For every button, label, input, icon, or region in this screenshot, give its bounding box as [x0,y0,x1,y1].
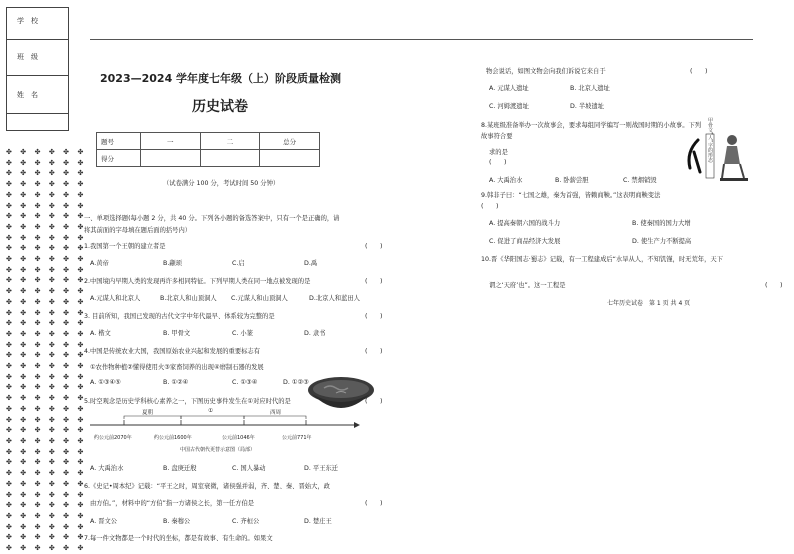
option: A. 大禹治水 [489,177,523,184]
option: B. 卧薪尝胆 [555,177,589,184]
option: A. 元谋人遗址 [489,85,529,92]
timeline-label-top: 西周 [270,410,282,416]
option: B. 北京人遗址 [570,85,610,92]
option: C. 齐桓公 [232,518,260,525]
score-cell[interactable] [140,150,200,167]
question-2-stem: 2.中国境内早期人类的发现再许多相同特征。下列早期人类在同一地点被发现的是 [84,278,311,285]
class-label: 班 级 [17,53,38,61]
question-5-stem: 5.时空观念是历史学科核心素养之一，下图历史事件发生在①对应时代的是 [84,398,291,405]
exam-note: （试卷满分 100 分，考试时间 50 分钟） [163,180,280,187]
option: A. 晋文公 [90,518,118,525]
option: C. 禁烟销毁 [623,177,657,184]
score-row-label: 得分 [97,150,141,167]
answer-paren[interactable]: ( ) [365,313,383,320]
option: C. 河姆渡遗址 [489,103,529,110]
answer-paren[interactable]: ( ) [765,282,783,289]
option: C. 国人暴动 [232,465,266,472]
question-6-stem: 6.《史记•周本纪》记载：“平王之时，周室衰微，诸侯强并弱，齐、楚、秦、晋始大，政 [84,483,330,490]
option: D.北京人和蓝田人 [309,295,360,302]
name-label: 姓 名 [17,91,38,99]
option: D.禹 [304,260,318,267]
dynasty-timeline [84,408,364,458]
option: C. 小篆 [232,330,253,337]
option: D. 平王东迁 [304,465,339,472]
option: D. 半坡遗址 [570,103,605,110]
question-1-stem: 1.我国第一个王朝的建立者是 [84,243,166,250]
timeline-date: 约公元前1600年 [154,435,192,441]
score-header-cell: 题号 [97,133,141,150]
answer-paren[interactable]: ( ) [481,203,499,210]
answer-paren[interactable]: ( ) [690,68,708,75]
option: B.北京人和山顶洞人 [160,295,217,302]
name-row [7,76,68,114]
section-instruction: 一、单项选择题(每小题 2 分，共 40 分。下列各小题的备选答案中，只有一个是正确的，请 [84,215,340,222]
question-9-stem: 9.韩非子曰：“七国之雄，秦为首强，皆赖商鞅。”这表明商鞅变法 [481,192,661,199]
section-instruction: 将其前面的字母填在题后面的括号内） [84,227,192,234]
answer-paren[interactable]: ( ) [365,500,383,507]
option: D. ①②③ [283,379,309,386]
option: A.元谋人和北京人 [90,295,141,302]
timeline-label-top: 夏朝 [142,410,154,416]
question-8-stem-cont: 故事符合要 [481,133,513,140]
question-4-stem: 4.中国是传统农业大国，我国原始农业兴起和发展的重要标志有 [84,348,261,355]
student-info-panel [6,7,69,131]
exam-subtitle: 历史试卷 [192,99,248,115]
option: D. 楚庄王 [304,518,332,525]
option: B. 甲骨文 [163,330,191,337]
school-row [7,8,68,40]
character-caption: 甲骨文“人”字的形态 [707,117,713,163]
option: B. 盘庚迁殷 [163,465,197,472]
answer-paren[interactable]: ( ) [365,278,383,285]
option: B.颛顼 [163,260,182,267]
score-header-cell: 二 [200,133,260,150]
question-7-stem-cont: 物会说话，如图文物会向我们诉说它来自于 [486,68,606,75]
option: A. 大禹治水 [90,465,124,472]
answer-paren[interactable]: ( ) [489,159,507,166]
option: A.黄帝 [90,260,109,267]
score-header-cell: 总分 [260,133,320,150]
question-10-stem: 10.晋《华阳国志·蜀志》记载，有一工程建成后“水旱从人，不知饥馑，时无荒年，天下 [481,256,723,263]
timeline-label-top: ① [208,408,213,414]
question-8-stem-cont: 求的是 [489,149,508,156]
score-cell[interactable] [200,150,260,167]
score-cell[interactable] [260,150,320,167]
question-4-items: ①农作物种植②懂得使用火③家畜饲养的出现④磨制石器的发展 [90,364,264,371]
page-footer: 七年历史试卷 第 1 页 共 4 页 [607,300,691,307]
option: C. ①③④ [232,379,258,386]
timeline-caption: 中国古代朝代更替示意图（局部） [180,447,256,453]
exam-title: 2023—2024 学年度七年级（上）阶段质量检测 [100,72,342,85]
option: B. 使秦国的国力大增 [632,220,691,227]
score-table [96,132,320,167]
seal-line-dots: ✤ ✤ ✤ ✤ ✤ ✤ ✤ ✤ ✤ ✤ ✤ ✤ ✤ ✤ ✤ ✤ ✤ ✤ ✤ ✤ ✤ ✤ ✤ ✤ ✤ ✤ ✤ ✤ ✤ ✤ ✤ ✤ ✤ ✤ ✤ ✤ ✤ ✤ ✤ ✤ ✤ ✤ ✤ ✤ ✤ ✤ ✤ ✤ ✤ ✤ ✤ ✤ ✤ ✤ ✤ ✤ ✤ ✤ ✤ ✤ ✤ ✤ ✤ ✤ ✤ ✤ ✤ ✤ ✤ ✤ ✤ ✤ ✤ ✤ ✤ ✤ ✤ ✤ ✤ ✤ ✤ ✤ ✤ ✤ ✤ ✤ ✤ ✤ ✤ ✤ ✤ ✤ ✤ ✤ ✤ ✤ ✤ ✤ ✤ ✤ ✤ ✤ ✤ ✤ ✤ ✤ ✤ ✤ ✤ ✤ ✤ ✤ ✤ ✤ ✤ ✤ ✤ ✤ ✤ ✤ ✤ ✤ ✤ ✤ ✤ ✤ ✤ ✤ ✤ ✤ ✤ ✤ ✤ ✤ ✤ ✤ ✤ ✤ ✤ ✤ ✤ ✤ ✤ ✤ ✤ ✤ ✤ ✤ ✤ ✤ ✤ ✤ ✤ ✤ ✤ ✤ ✤ ✤ ✤ ✤ ✤ ✤ ✤ ✤ ✤ ✤ ✤ ✤ ✤ ✤ ✤ ✤ ✤ ✤ ✤ ✤ ✤ ✤ ✤ ✤ ✤ ✤ ✤ ✤ ✤ ✤ ✤ ✤ ✤ ✤ ✤ ✤ ✤ ✤ ✤ ✤ ✤ ✤ ✤ ✤ ✤ ✤ ✤ ✤ ✤ ✤ ✤ ✤ ✤ ✤ ✤ ✤ ✤ ✤ ✤ ✤ ✤ ✤ ✤ ✤ ✤ ✤ ✤ ✤ ✤ ✤ ✤ ✤ [6,148,87,553]
option: A. ①③④⑤ [90,379,121,386]
question-10-stem-cont: 谓之‘天府’也”。这一工程是 [489,282,566,289]
option: D. 隶书 [304,330,326,337]
option: C.启 [232,260,245,267]
option: A. 楷文 [90,330,111,337]
class-row [7,40,68,76]
question-3-stem: 3. 目前所知，我国已发现的古代文字中年代最早、体系较为完整的是 [84,313,275,320]
answer-paren[interactable]: ( ) [365,243,383,250]
timeline-date: 公元前771年 [282,435,312,441]
answer-paren[interactable]: ( ) [365,398,383,405]
question-6-stem-cont: 由方伯。”，材料中的“方伯”指一方诸侯之长，第一任方伯是 [90,500,255,507]
option: B. ①②④ [163,379,189,386]
answer-paren[interactable]: ( ) [365,348,383,355]
question-8-stem: 8.某班级准备举办一次故事会，要求每组同学编写一则战国时期的小故事。下列 [481,122,702,129]
school-label: 学 校 [17,17,38,25]
option: A. 提高秦朝六国的战斗力 [489,220,561,227]
option: C.元谋人和山顶洞人 [231,295,288,302]
timeline-date: 公元前1046年 [222,435,255,441]
option: D. 使生产力不断提高 [632,238,692,245]
score-table-header-row [97,133,320,150]
question-7-stem: 7.每一件文物都是一个时代的坐标，都是有故事、有生命的。如果文 [84,535,273,542]
timeline-date: 约公元前2070年 [94,435,132,441]
oracle-character-image [684,117,754,188]
score-header-cell: 一 [140,133,200,150]
header-rule [90,39,753,40]
score-table-row [97,150,320,167]
option: B. 秦穆公 [163,518,191,525]
option: C. 促进了商品经济大发展 [489,238,561,245]
